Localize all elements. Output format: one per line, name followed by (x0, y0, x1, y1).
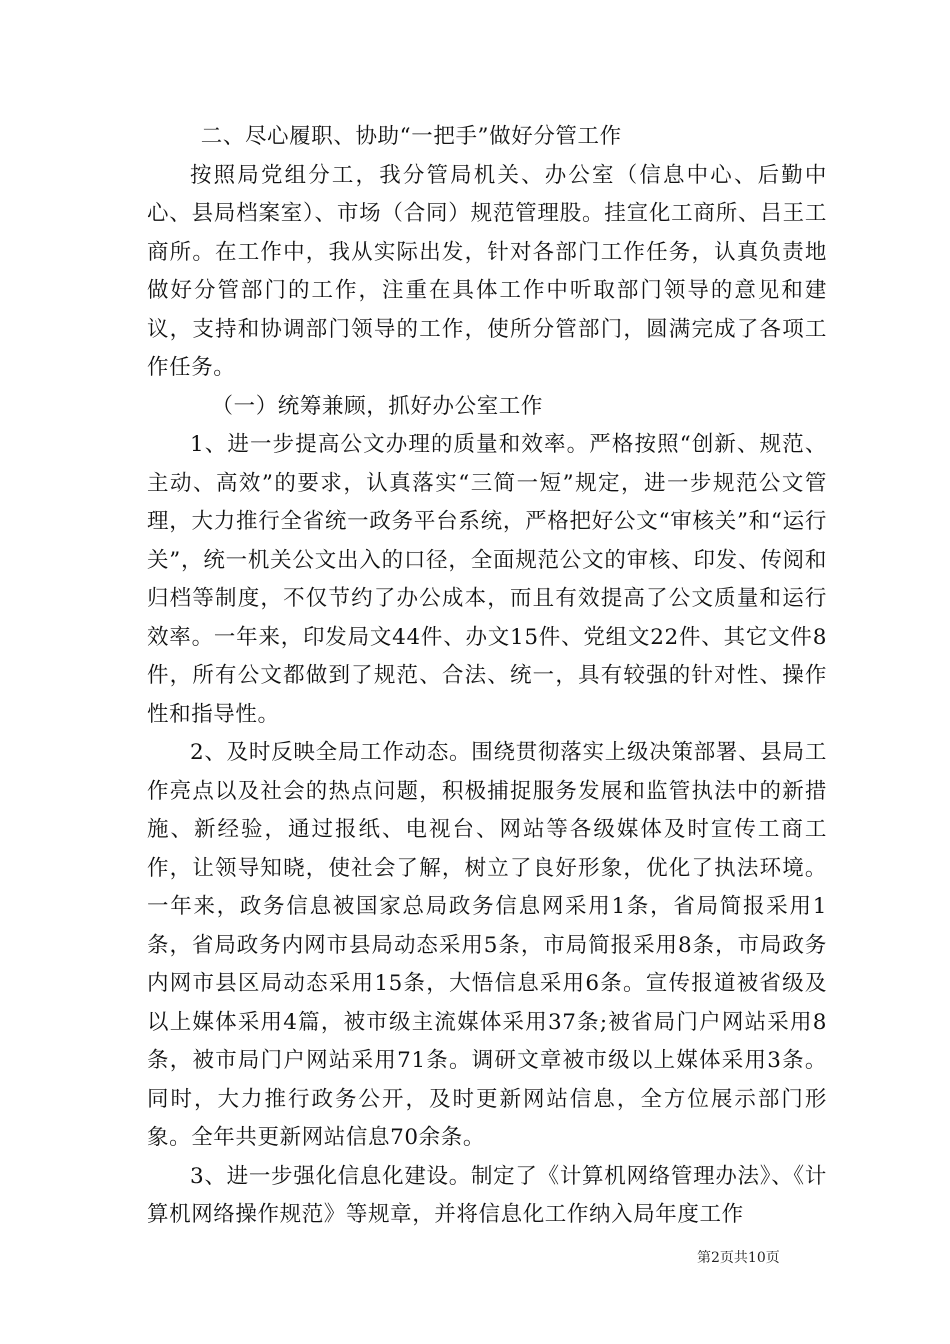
item-2-paragraph: 2、及时反映全局工作动态。围绕贯彻落实上级决策部署、县局工作亮点以及社会的热点问题，积极捕捉服务发展和监管执法中的新措施、新经验，通过报纸、电视台、网站等各级媒体及时宣传工商工作，让领导知晓，使社会了解，树立了良好形象，优化了执法环境。一年来，政务信息被国家总局政务信息网采用1条，省局简报采用1条，省局政务内网市县局动态采用5条，市局简报采用8条，市局政务内网市县区局动态采用15条，大悟信息采用6条。宣传报道被省级及以上媒体采用4篇，被市级主流媒体采用37条;被省局门户网站采用8条，被市局门户网站采用71条。调研文章被市级以上媒体采用3条。同时，大力推行政务公开，及时更新网站信息，全方位展示部门形象。全年共更新网站信息70余条。 (147, 740, 827, 1150)
subsection-heading: （一）统筹兼顾，抓好办公室工作 (211, 393, 544, 419)
item-1-paragraph: 1、进一步提高公文办理的质量和效率。严格按照“创新、规范、主动、高效”的要求，认真落实“三简一短”规定，进一步规范公文管理，大力推行全省统一政务平台系统，严格把好公文“审核关”和“运行关”，统一机关公文出入的口径，全面规范公文的审核、印发、传阅和归档等制度，不仅节约了办公成本，而且有效提高了公文质量和运行效率。一年来，印发局文44件、办文15件、党组文22件、其它文件8件，所有公文都做到了规范、合法、统一，具有较强的针对性、操作性和指导性。 (147, 432, 827, 727)
section-heading: 二、尽心履职、协助“一把手”做好分管工作 (200, 124, 622, 149)
item-3-paragraph: 3、进一步强化信息化建设。制定了《计算机网络管理办法》、《计算机网络操作规范》等规章，并将信息化工作纳入局年度工作 (147, 1163, 827, 1227)
intro-paragraph: 按照局党组分工，我分管局机关、办公室（信息中心、后勤中心、县局档案室）、市场（合同）规范管理股。挂宣化工商所、吕王工商所。在工作中，我从实际出发，针对各部门工作任务，认真负责地做好分管部门的工作，注重在具体工作中听取部门领导的意见和建议，支持和协调部门领导的工作，使所分管部门，圆满完成了各项工作任务。 (147, 162, 827, 380)
document-body (147, 118, 827, 1235)
page-number: 第2页共10页 (697, 1250, 780, 1266)
